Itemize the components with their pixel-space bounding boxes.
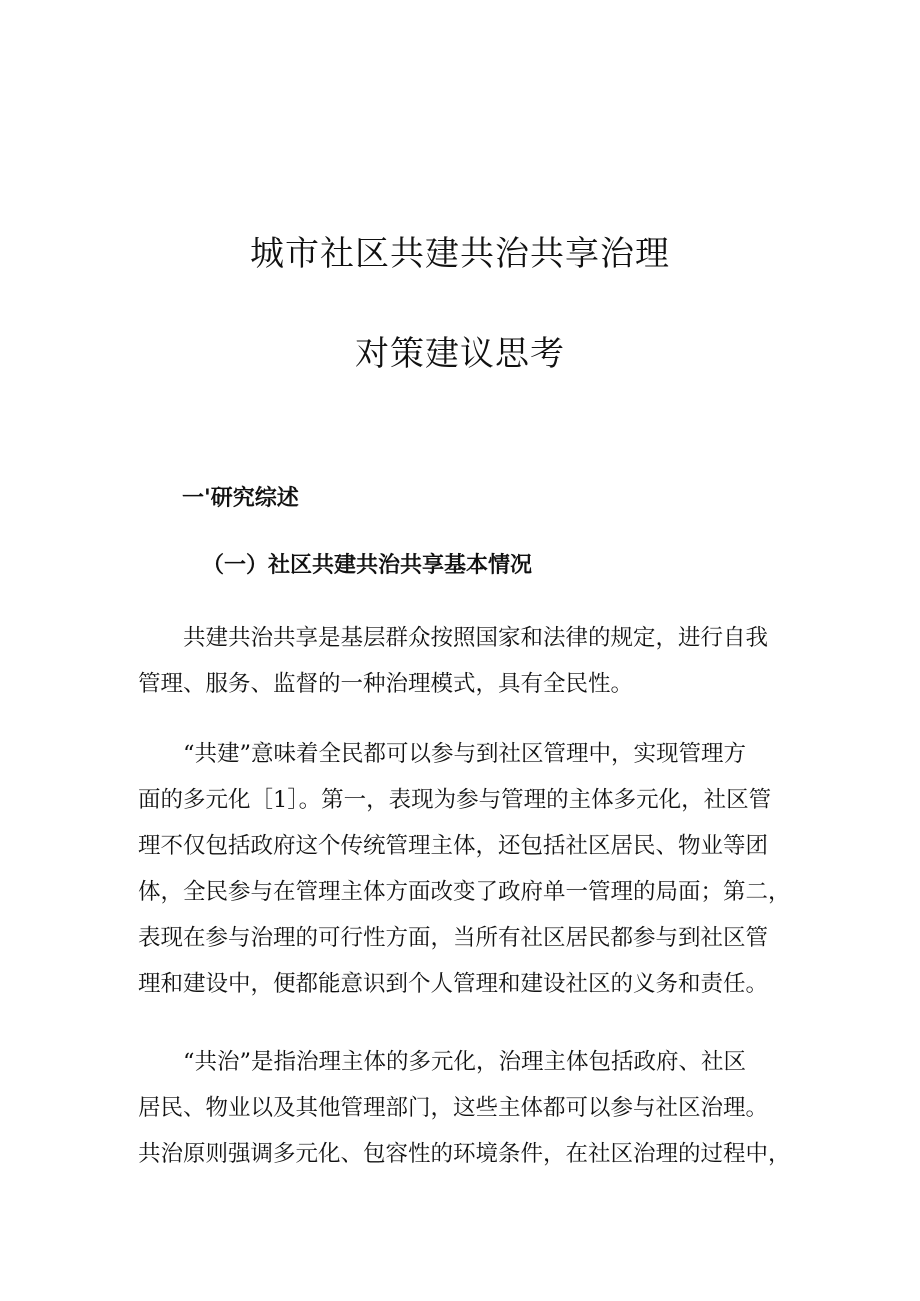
section-heading: 一'研究综述 (182, 486, 299, 511)
subsection-heading: （一）社区共建共治共享基本情况 (202, 553, 533, 578)
paragraph-2 (138, 731, 798, 1007)
paragraph-line: 体，全民参与在管理主体方面改变了政府单一管理的局面；第二， (138, 879, 791, 905)
document-title-line-1: 城市社区共建共治共享治理 (250, 234, 670, 274)
paragraph-line: 表现在参与治理的可行性方面，当所有社区居民都参与到社区管 (138, 925, 769, 951)
document-title-line-2: 对策建议思考 (355, 334, 565, 374)
paragraph-line: 共建共治共享是基层群众按照国家和法律的规定，进行自我 (183, 625, 769, 651)
paragraph-line: 管理、服务、监督的一种治理模式，具有全民性。 (138, 671, 634, 697)
paragraph-line: “共建”意味着全民都可以参与到社区管理中，实现管理方 (183, 741, 747, 767)
paragraph-line: 居民、物业以及其他管理部门，这些主体都可以参与社区治理。 (138, 1095, 769, 1121)
paragraph-line: 共治原则强调多元化、包容性的环境条件，在社区治理的过程中， (138, 1141, 791, 1167)
paragraph-line: “共治”是指治理主体的多元化，治理主体包括政府、社区 (183, 1049, 747, 1075)
paragraph-line: 理和建设中，便都能意识到个人管理和建设社区的义务和责任。 (138, 971, 769, 997)
paragraph-1 (138, 615, 798, 707)
paragraph-3 (138, 1039, 798, 1177)
paragraph-line: 面的多元化［1］。第一，表现为参与管理的主体多元化，社区管 (138, 787, 772, 813)
paragraph-line: 理不仅包括政府这个传统管理主体，还包括社区居民、物业等团 (138, 833, 769, 859)
